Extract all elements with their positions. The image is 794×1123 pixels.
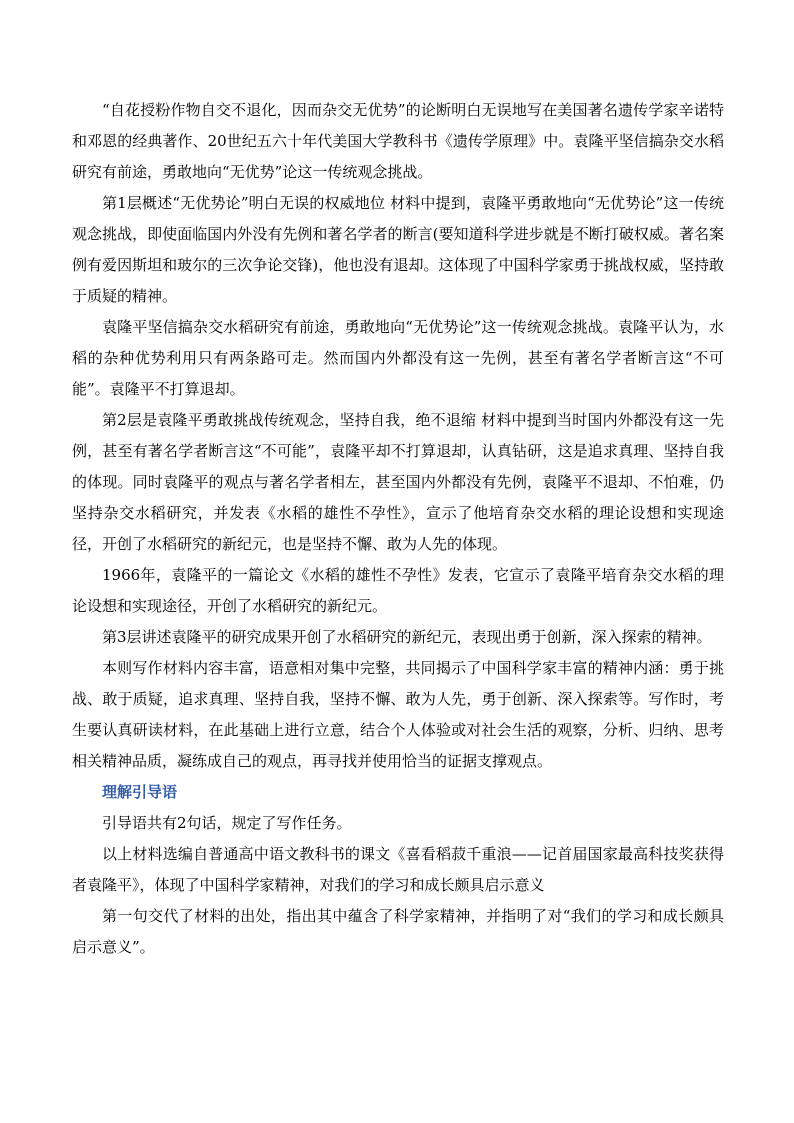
paragraph-layer-1: 第1层概述“无优势论”明白无误的权威地位 材料中提到，袁隆平勇敢地向“无优势论”这一传统观念挑战，即使面临国内外没有先例和著名学者的断言(要知道科学进步就是不断打破权威。著名案例有爱因斯坦和玻尔的三次争论交锋)，他也没有退却。这体现了中国科学家勇于挑战权威，坚持敢于质疑的精神。 [72,194,724,305]
paragraph-layer-2: 第2层是袁隆平勇敢挑战传统观念，坚持自我，绝不退缩 材料中提到当时国内外都没有这一先例，甚至有著名学者断言这“不可能”，袁隆平却不打算退却，认真钻研，这是追求真理、坚持自我的体现。同时袁隆平的观点与著名学者相左，甚至国内外都没有先例，袁隆平不退却、不怕难，仍坚持杂交水稻研究，并发表《水稻的雄性不孕性》，宣示了他培育杂交水稻的理论设想和实现途径，开创了水稻研究的新纪元，也是坚持不懈、敢为人先的体现。 [72,411,724,553]
paragraph-1966-paper: 1966年，袁隆平的一篇论文《水稻的雄性不孕性》发表，它宣示了袁隆平培育杂交水稻的理论设想和实现途径，开创了水稻研究的新纪元。 [72,566,724,615]
document-body [72,95,724,963]
paragraph-guide-source: 以上材料选编自普通高中语文教科书的课文《喜看稻菽千重浪——记首届国家最高科技奖获得者袁隆平》，体现了中国科学家精神，对我们的学习和成长颇具启示意义 [72,845,724,894]
paragraph-material-quote: “自花授粉作物自交不退化，因而杂交无优势”的论断明白无误地写在美国著名遗传学家辛诺特和邓恩的经典著作、20世纪五六十年代美国大学教科书《遗传学原理》中。袁隆平坚信搞杂交水稻研究有前途，勇敢地向“无优势”论这一传统观念挑战。 [72,101,724,181]
paragraph-summary: 本则写作材料内容丰富，语意相对集中完整，共同揭示了中国科学家丰富的精神内涵：勇于挑战、敢于质疑，追求真理、坚持自我，坚持不懈、敢为人先，勇于创新、深入探索等。写作时，考生要认真研读材料，在此基础上进行立意，结合个人体验或对社会生活的观察，分析、归纳、思考相关精神品质，凝练成自己的观点，再寻找并使用恰当的证据支撑观点。 [72,659,724,770]
paragraph-guide-first-sentence: 第一句交代了材料的出处，指出其中蕴含了科学家精神，并指明了对“我们的学习和成长颇具启示意义”。 [72,907,724,956]
paragraph-layer-3: 第3层讲述袁隆平的研究成果开创了水稻研究的新纪元，表现出勇于创新，深入探索的精神。 [102,628,712,646]
section-heading: 理解引导语 [102,783,178,801]
paragraph-guide-intro: 引导语共有2句话，规定了写作任务。 [102,814,352,832]
paragraph-yuan-challenge: 袁隆平坚信搞杂交水稻研究有前途，勇敢地向“无优势论”这一传统观念挑战。袁隆平认为，水稻的杂种优势利用只有两条路可走。然而国内外都没有这一先例，甚至有著名学者断言这“不可能”。袁隆平不打算退却。 [72,318,724,398]
